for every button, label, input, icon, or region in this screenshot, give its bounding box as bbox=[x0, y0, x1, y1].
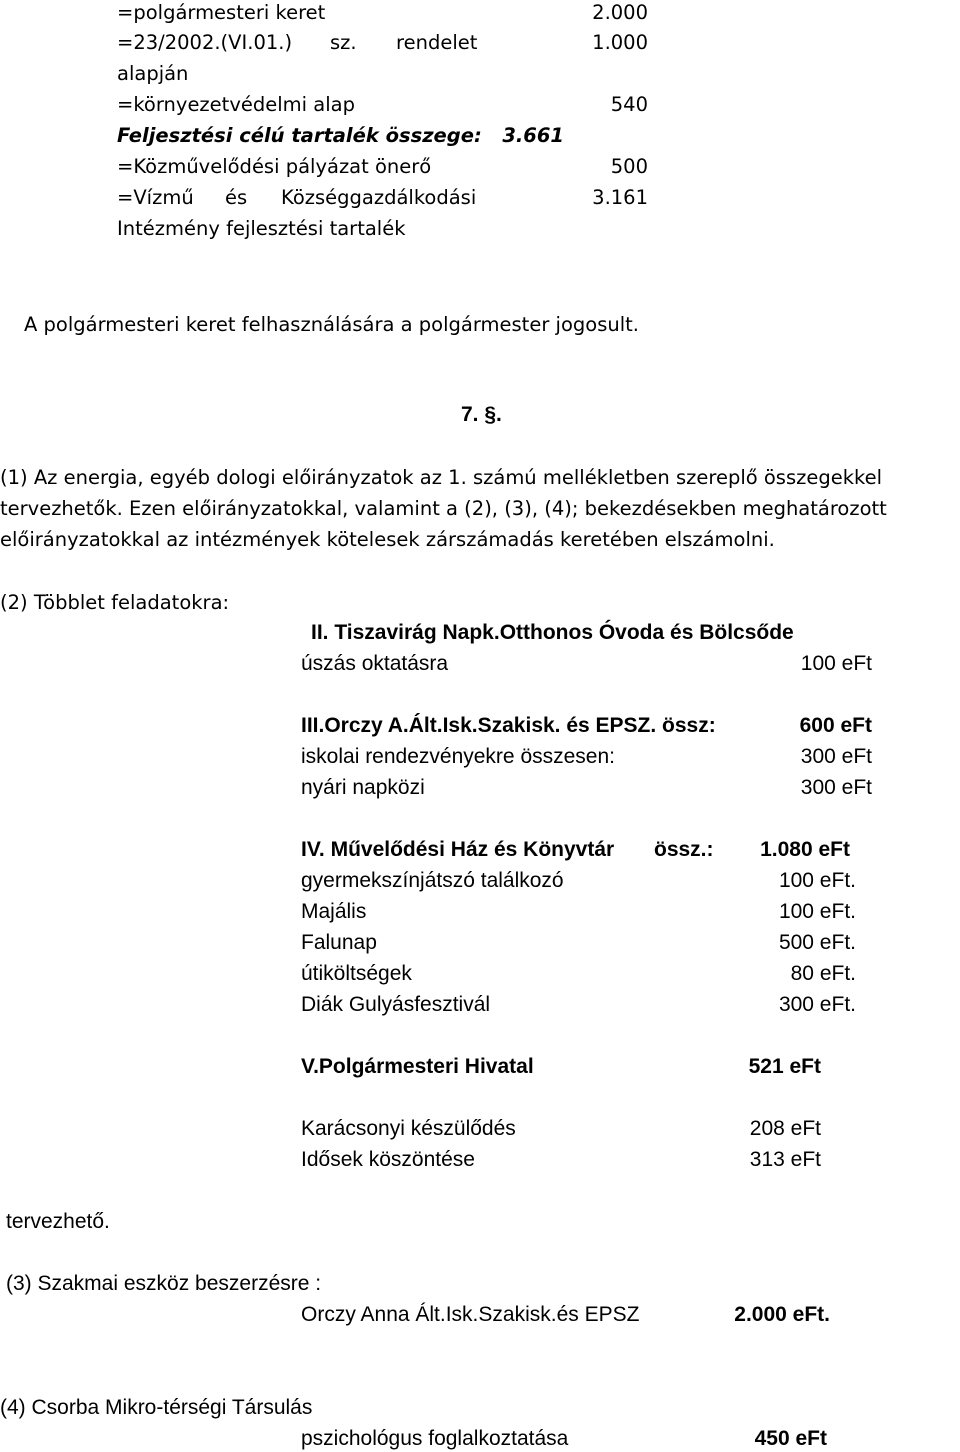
group-item-label: Karácsonyi készülődés bbox=[301, 1117, 516, 1140]
list-row-label: Intézmény fejlesztési tartalék bbox=[117, 217, 406, 240]
group-title-suffix: össz.: bbox=[654, 838, 714, 861]
group-title: IV. Művelődési Ház és Könyvtár bbox=[301, 838, 615, 861]
group-item-label: Diák Gulyásfesztivál bbox=[301, 993, 491, 1016]
group-item-label: gyermekszínjátszó találkozó bbox=[301, 869, 564, 892]
group-item-value: 500 eFt. bbox=[778, 931, 856, 954]
group-item-label: Majális bbox=[301, 900, 367, 923]
group-item-value: 100 eFt bbox=[800, 652, 872, 675]
note-text: A polgármesteri keret felhasználására a polgármester jogosult. bbox=[24, 313, 639, 336]
list-row-value: 3.161 bbox=[592, 186, 648, 209]
group-item-label: iskolai rendezvényekre összesen: bbox=[301, 745, 615, 768]
list-row-label: =környezetvédelmi alap bbox=[117, 93, 355, 116]
item-label: pszichológus foglalkoztatása bbox=[301, 1427, 569, 1450]
paragraph-tail: tervezhető. bbox=[6, 1210, 110, 1233]
paragraph-heading: (2) Többlet feladatokra: bbox=[0, 591, 230, 614]
group-item-value: 300 eFt. bbox=[778, 993, 856, 1016]
list-row-value: 540 bbox=[610, 93, 648, 116]
list-row-label: =polgármesteri keret bbox=[117, 1, 326, 24]
section-heading: 7. §. bbox=[461, 403, 502, 426]
list-row-label: rendelet bbox=[396, 31, 478, 54]
group-item-label: úszás oktatásra bbox=[301, 652, 449, 675]
group-total: 600 eFt bbox=[799, 714, 872, 737]
group-title: II. Tiszavirág Napk.Otthonos Óvoda és Bölcsőde bbox=[311, 621, 794, 644]
paragraph-line: tervezhetők. Ezen előirányzatokkal, valamint a (2), (3), (4); bekezdésekben meghatározott bbox=[0, 497, 887, 520]
group-item-value: 80 eFt. bbox=[790, 962, 856, 985]
list-row-label: alapján bbox=[117, 62, 189, 85]
paragraph-heading: (4) Csorba Mikro-térségi Társulás bbox=[0, 1396, 313, 1419]
paragraph-line: (1) Az energia, egyéb dologi előirányzatok az 1. számú mellékletben szereplő összegekkel bbox=[0, 466, 883, 489]
list-row-value: 500 bbox=[610, 155, 648, 178]
group-total: 1.080 eFt bbox=[760, 838, 850, 861]
group-item-label: Idősek köszöntése bbox=[301, 1148, 475, 1171]
group-title: III.Orczy A.Ált.Isk.Szakisk. és EPSZ. össz: bbox=[301, 714, 716, 737]
paragraph-heading: (3) Szakmai eszköz beszerzésre : bbox=[6, 1272, 322, 1295]
group-total: 521 eFt bbox=[748, 1055, 821, 1078]
group-item-label: útiköltségek bbox=[301, 962, 412, 985]
item-value: 450 eFt bbox=[754, 1427, 827, 1450]
group-item-label: Falunap bbox=[301, 931, 377, 954]
group-item-value: 300 eFt bbox=[800, 745, 872, 768]
list-row-label: =Vízmű bbox=[117, 186, 194, 209]
group-item-value: 208 eFt bbox=[749, 1117, 821, 1140]
item-label: Orczy Anna Ált.Isk.Szakisk.és EPSZ bbox=[301, 1303, 640, 1326]
group-item-value: 100 eFt. bbox=[778, 869, 856, 892]
group-item-value: 313 eFt bbox=[749, 1148, 821, 1171]
list-row-label: =Közművelődési pályázat önerő bbox=[117, 155, 432, 178]
list-row-label: és bbox=[225, 186, 248, 209]
list-row-label: Feljesztési célú tartalék összege: bbox=[117, 124, 482, 147]
list-row-value: 1.000 bbox=[592, 31, 648, 54]
item-value: 2.000 eFt. bbox=[734, 1303, 830, 1326]
paragraph-line: előirányzatokkal az intézmények kötelesek zárszámadás keretében elszámolni. bbox=[0, 528, 775, 551]
list-row-value: 3.661 bbox=[502, 124, 564, 147]
group-title: V.Polgármesteri Hivatal bbox=[301, 1055, 534, 1078]
list-row-value: 2.000 bbox=[592, 1, 648, 24]
group-item-value: 100 eFt. bbox=[778, 900, 856, 923]
list-row-label: =23/2002.(VI.01.) bbox=[117, 31, 293, 54]
list-row-label: Községgazdálkodási bbox=[281, 186, 477, 209]
group-item-value: 300 eFt bbox=[800, 776, 872, 799]
list-row-label: sz. bbox=[330, 31, 357, 54]
group-item-label: nyári napközi bbox=[301, 776, 425, 799]
